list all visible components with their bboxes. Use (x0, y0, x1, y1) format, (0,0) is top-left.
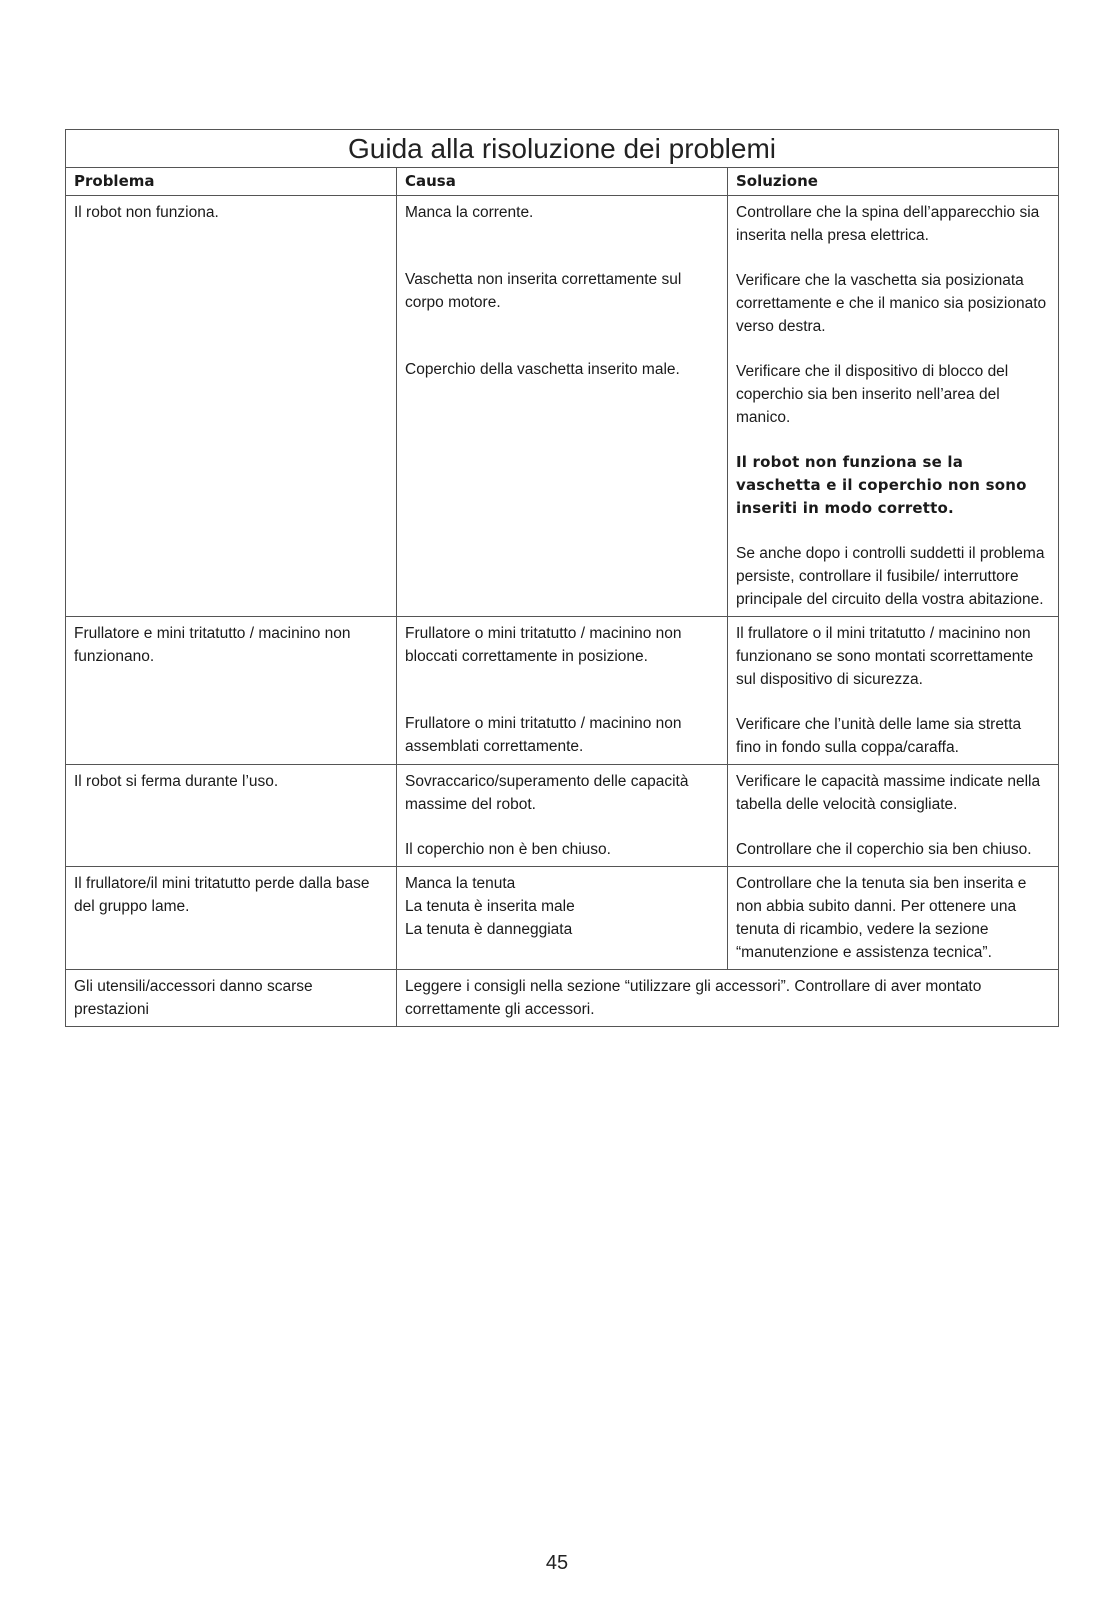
header-cause: Causa (397, 168, 728, 196)
cause-cell (397, 617, 728, 765)
solution-text: Verificare che l’unità delle lame sia stretta fino in fondo sulla coppa/caraffa. (736, 716, 1022, 756)
cause-cell (397, 196, 728, 617)
cause-text: Il coperchio non è ben chiuso. (405, 841, 611, 858)
cause-text: Frullatore o mini tritatutto / macinino non assemblati correttamente. (405, 715, 682, 755)
problem-text: Frullatore e mini tritatutto / macinino non funzionano. (74, 625, 351, 665)
table-row (66, 617, 1059, 765)
solution-text: Controllare che il coperchio sia ben chiuso. (736, 841, 1032, 858)
solution-text: Controllare che la spina dell’apparecchio sia inserita nella presa elettrica. (736, 204, 1040, 244)
solution-text: Se anche dopo i controlli suddetti il problema persiste, controllare il fusibile/ interruttore principale del circuito della vostra abitazione. (736, 545, 1045, 608)
solution-text: Il frullatore o il mini tritatutto / macinino non funzionano se sono montati scorrettamente sul dispositivo di sicurezza. (736, 625, 1034, 688)
table-row (66, 765, 1059, 867)
table-row (66, 196, 1059, 617)
title-row (66, 130, 1059, 168)
solution-cell (728, 617, 1059, 765)
page-number: 45 (545, 1552, 569, 1574)
solution-text: Verificare che la vaschetta sia posizionata correttamente e che il manico sia posizionato verso destra. (736, 272, 1047, 335)
solution-text: Controllare che la tenuta sia ben inserita e non abbia subito danni. Per ottenere una tenuta di ricambio, vedere la sezione “manutenzione e assistenza tecnica”. (736, 875, 1027, 961)
cause-text: La tenuta è danneggiata (405, 921, 573, 938)
problem-text: Gli utensili/accessori danno scarse prestazioni (74, 978, 313, 1018)
cause-text: Manca la corrente. (405, 204, 534, 221)
cause-text: Coperchio della vaschetta inserito male. (405, 361, 680, 378)
cause-cell (397, 765, 728, 867)
solution-cell (728, 867, 1059, 970)
combined-solution-cell (397, 970, 1059, 1027)
problem-cell (66, 765, 397, 867)
problem-text: Il robot non funziona. (74, 204, 219, 221)
table-row (66, 867, 1059, 970)
problem-text: Il robot si ferma durante l’uso. (74, 773, 279, 790)
solution-text: Verificare che il dispositivo di blocco del coperchio sia ben inserito nell’area del manico. (736, 363, 1009, 426)
table-row (66, 970, 1059, 1027)
problem-cell (66, 970, 397, 1027)
problem-cell (66, 617, 397, 765)
cause-text: Vaschetta non inserita correttamente sul corpo motore. (405, 271, 682, 311)
cause-cell (397, 867, 728, 970)
solution-cell (728, 765, 1059, 867)
cause-text: Manca la tenuta (405, 875, 516, 892)
problem-text: Il frullatore/il mini tritatutto perde dalla base del gruppo lame. (74, 875, 370, 915)
cause-text: Frullatore o mini tritatutto / macinino non bloccati correttamente in posizione. (405, 625, 682, 665)
header-solution: Soluzione (728, 168, 1059, 196)
table-title: Guida alla risoluzione dei problemi (66, 130, 1059, 168)
header-row (66, 168, 1059, 196)
cause-text: La tenuta è inserita male (405, 898, 575, 915)
problem-cell (66, 196, 397, 617)
cause-text: Sovraccarico/superamento delle capacità massime del robot. (405, 773, 689, 813)
solution-warning: Il robot non funziona se la vaschetta e il coperchio non sono inseriti in modo corretto. (736, 453, 1027, 517)
solution-text: Verificare le capacità massime indicate nella tabella delle velocità consigliate. (736, 773, 1041, 813)
header-problem: Problema (66, 168, 397, 196)
solution-cell (728, 196, 1059, 617)
problem-cell (66, 867, 397, 970)
combined-solution-text: Leggere i consigli nella sezione “utilizzare gli accessori”. Controllare di aver montato correttamente gli accessori. (405, 978, 982, 1018)
troubleshooting-table (65, 129, 1059, 1027)
